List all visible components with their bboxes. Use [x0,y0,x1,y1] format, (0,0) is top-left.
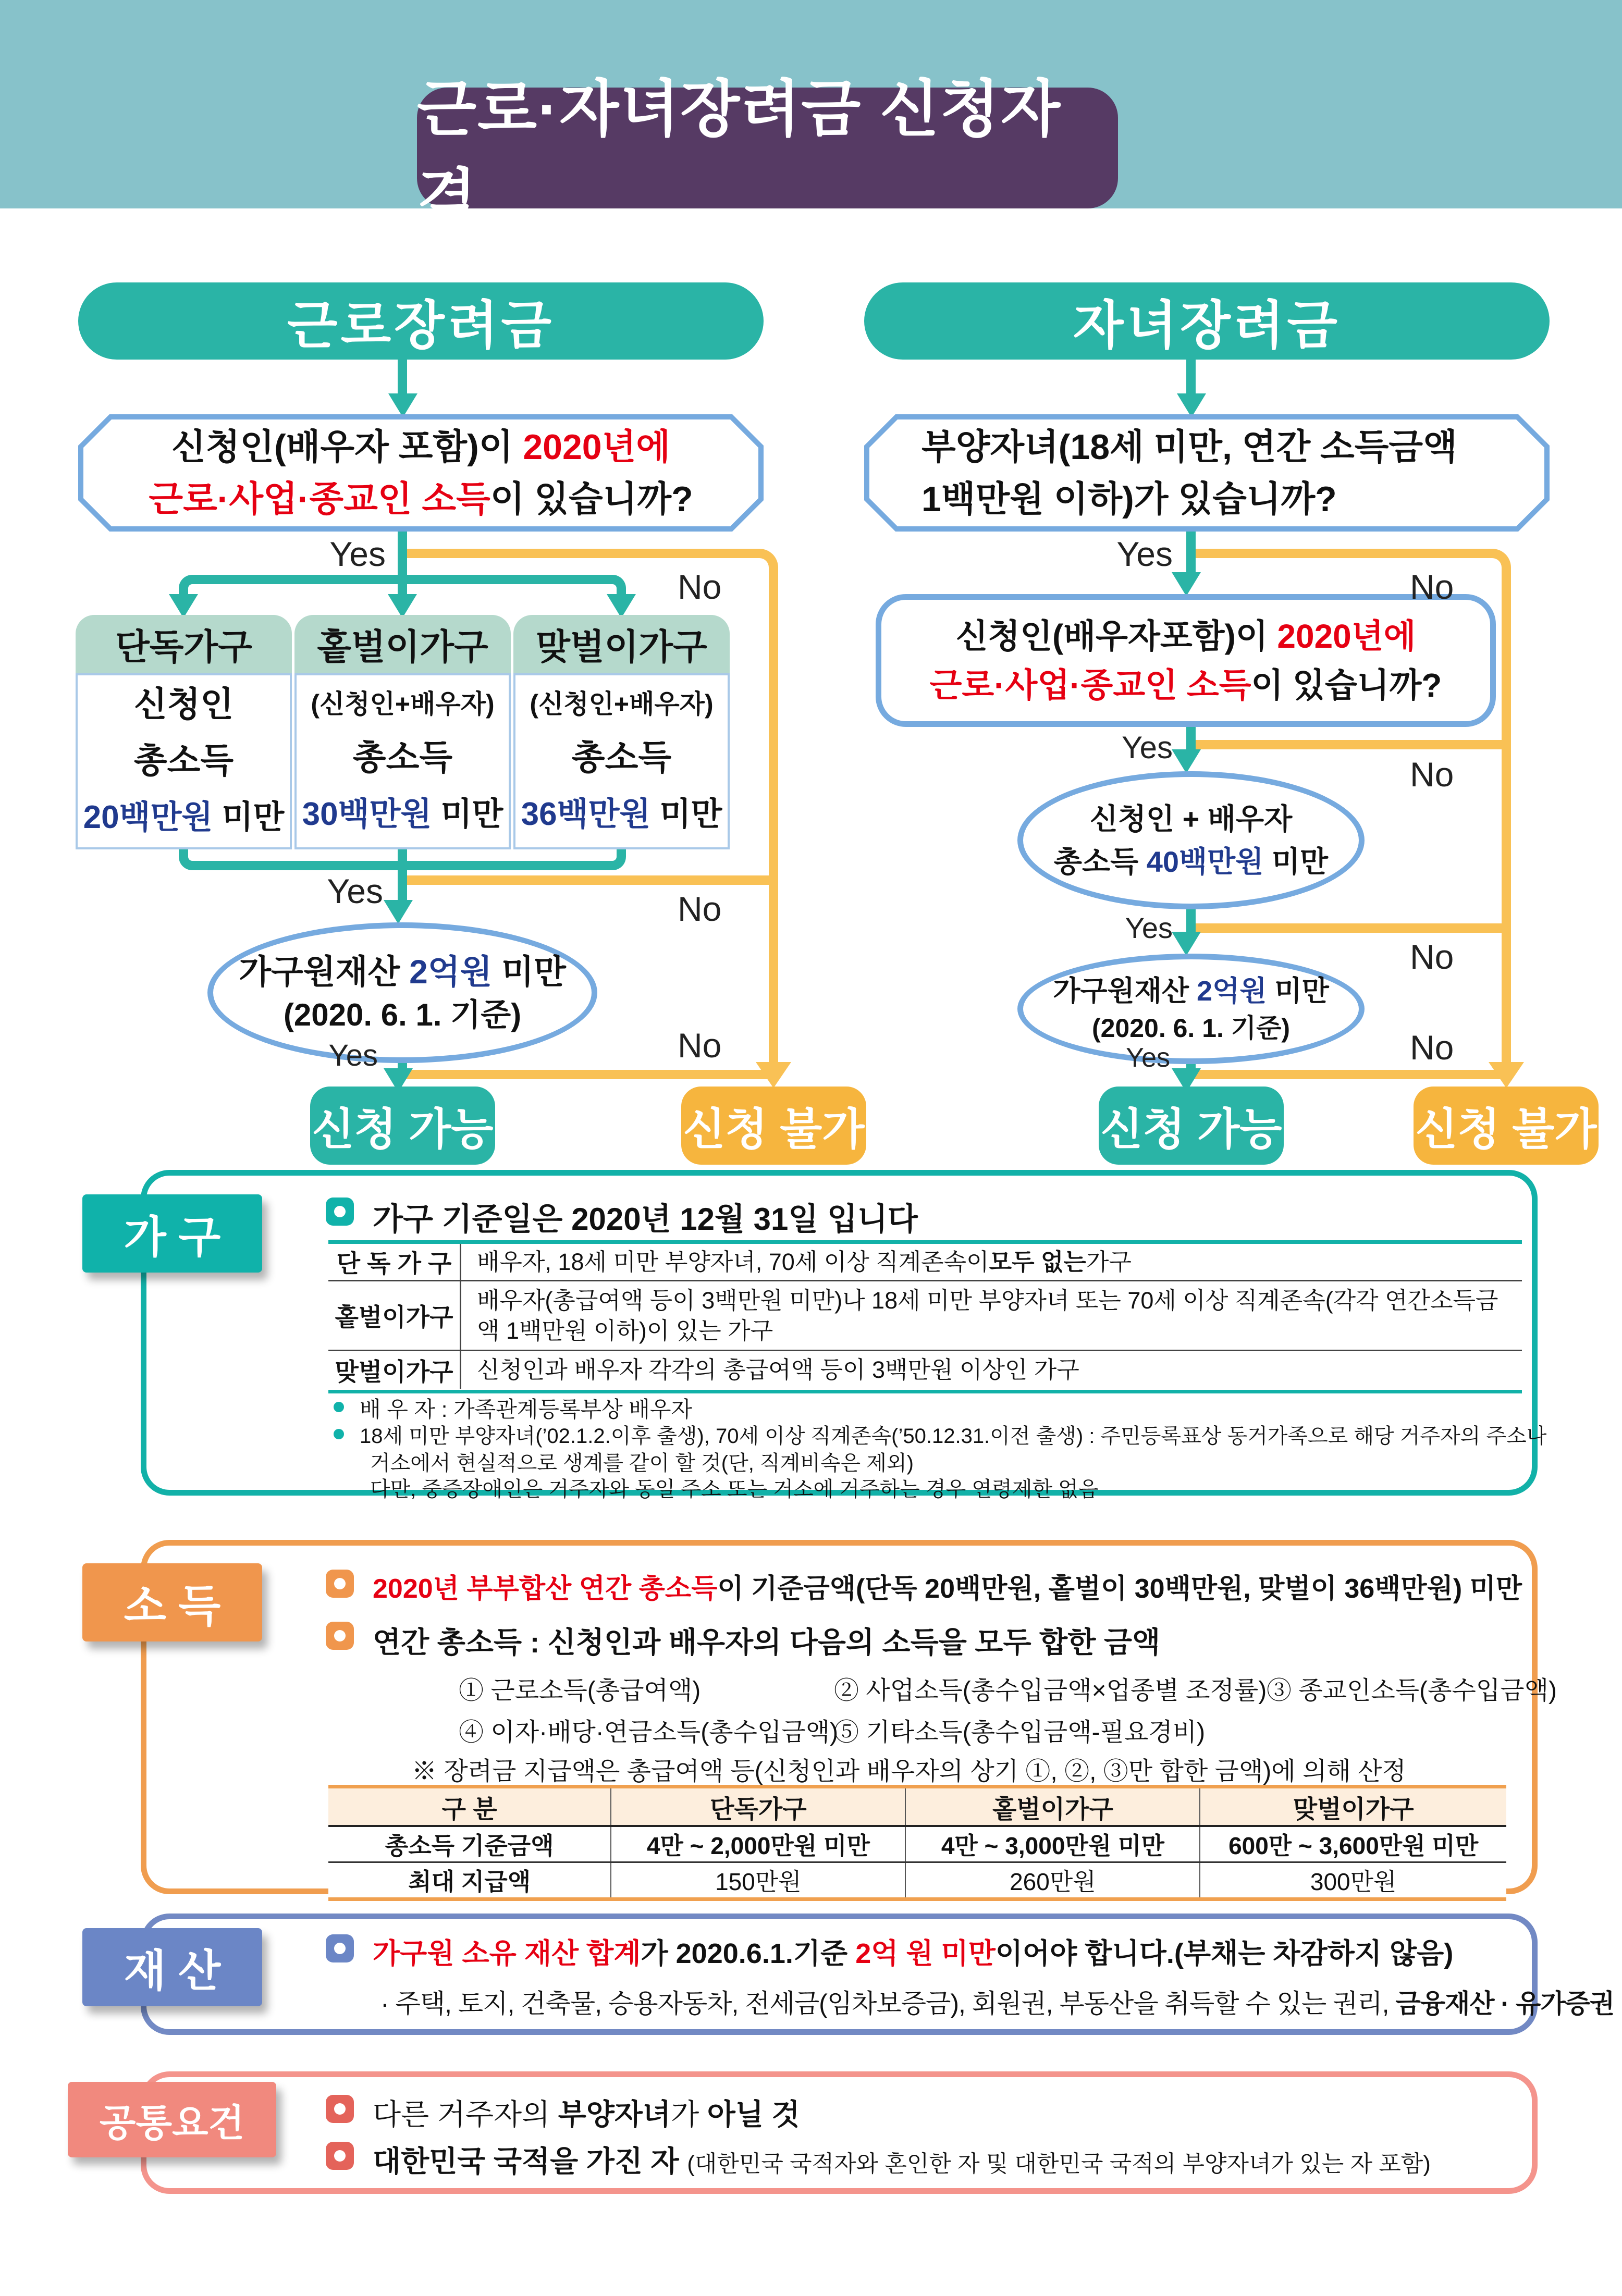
work-result-no: 신청 불가 [683,1104,865,1154]
no-label: No [678,1026,722,1065]
q-text: 총소득 [1053,845,1147,878]
work-result-ok-box [310,1087,495,1165]
bullet-icon [326,2142,354,2170]
q-text: 신청인(배우자포함)이 [955,617,1277,655]
child-incentive-pill [864,282,1550,360]
common-rule-2-bold: 대한민국 [373,2145,486,2178]
income-ribbon [82,1563,262,1641]
child-q-dependents-text [864,414,1550,532]
household-box-dualearner [513,615,730,849]
work-q-income-text [78,414,764,532]
income-rule-2: 연간 총소득 : 신청인과 배우자의 다음의 소득을 모두 합한 금액 [373,1626,1161,1659]
box-line: 신청인 [133,685,234,723]
table-row [328,1281,1522,1351]
income-rule-1-rest: 이 기준금액(단독 20백만원, 홑벌이 30백만원, 맞벌이 36백만원) 미만 [717,1574,1522,1604]
work-q-property-line2: (2020. 6. 1. 기준) [283,997,522,1032]
row-label: 최대 지급액 [328,1862,611,1899]
no-line [1191,923,1511,933]
col-header: 홑벌이가구 [905,1787,1200,1826]
row-label: 홑벌이가구 [328,1281,461,1350]
table-header-row [328,1787,1506,1826]
property-rule-red2: 2억 원 미만 [855,1938,996,1969]
box-line: (신청인+배우자) [530,689,714,719]
amount-text: 2억원 [1197,976,1267,1007]
work-q-property-line1 [239,949,566,994]
common-ribbon-label: 공통요건 [99,2102,245,2144]
cell: 4만 ~ 3,000만원 미만 [905,1826,1200,1862]
child-q-totalincome-ellipse [1017,771,1365,909]
work-result-no-box [681,1087,866,1165]
income-table [328,1785,1506,1901]
q-text: 이 있습니까? [1251,666,1442,704]
common-rule-2 [373,2139,1431,2180]
cell: 4만 ~ 2,000만원 미만 [611,1826,905,1862]
household-intro: 가구 기준일은 2020년 12월 31일 입니다 [373,1202,918,1237]
table-row [328,1351,1522,1389]
income-item-2: ② 사업소득(총수입금액×업종별 조정률) [834,1677,1267,1705]
box-line: 총소득 [133,741,234,780]
cell: 150만원 [611,1862,905,1899]
note-bullet-icon [334,1429,344,1439]
amount-text: 20백만원 [83,799,213,835]
child-incentive-title: 자녀장려금 [1073,297,1341,355]
box-line: (신청인+배우자) [311,689,495,719]
row-value [477,1244,1519,1280]
child-q-totalincome-line1: 신청인 + 배우자 [1089,802,1293,835]
property-rule [373,1931,1453,1971]
property-ribbon [82,1928,262,2006]
bullet-icon [326,1198,354,1226]
q-text-red: 2020년에 [1277,617,1416,655]
flow-line [398,849,407,870]
household-box-single-body [76,673,292,849]
page-title: 근로·자녀장려금 신청자격 [417,75,1061,232]
q-text: 부양자녀(18세 미만, 연간 소득금액 [921,427,1457,467]
row-value: 신청인과 배우자 각각의 총급여액 등이 3백만원 이상인 가구 [477,1356,1079,1383]
no-line [402,1070,778,1079]
child-q-income-line2 [930,661,1442,710]
child-result-no: 신청 불가 [1415,1104,1597,1154]
amount-text: 30백만원 [302,796,432,832]
q-text-red: 2020년에 [523,427,670,467]
common-rule-2-small: (대한민국 국적자와 혼인한 자 및 대한민국 국적의 부양자녀가 있는 자 포함) [687,2151,1431,2177]
child-q-property-line2: (2020. 6. 1. 기준) [1091,1014,1291,1043]
no-label: No [678,567,722,606]
cond-text: 미만 [650,796,722,832]
household-ribbon [82,1194,262,1273]
no-line [1191,1070,1511,1079]
q-text-red: 근로·사업·종교인 소득 [149,479,490,519]
arrow-down-icon [1172,749,1201,773]
arrow-down-icon [1172,932,1201,956]
cell-text: 배우자, 18세 미만 부양자녀, 70세 이상 직계존속이 [477,1248,989,1275]
common-rule-1-mid: 가 [671,2098,707,2131]
child-q-property-ellipse [1017,954,1365,1064]
flow-line [1186,532,1196,574]
row-value: 배우자(총급여액 등이 3백만원 미만)나 18세 미만 부양자녀 또는 70세 이상 직계존속(각각 연간소득금액 1백만원 이하)이 있는 가구 [477,1287,1498,1344]
household-box-dualearner-header: 맞벌이가구 [513,615,730,673]
no-line [1191,740,1511,749]
work-q-income-line2 [149,473,693,525]
common-rule-1-bold2: 아닐 것 [707,2098,800,2131]
common-ribbon [68,2082,276,2157]
amount-text: 36백만원 [521,796,651,832]
household-box-single [76,615,292,849]
flow-line [1186,360,1196,396]
cell-text-bold: 모두 없는 [989,1248,1086,1275]
no-label: No [1410,937,1454,976]
cell-text: 가구 [1086,1248,1132,1275]
flow-line [398,532,407,576]
child-q-dependents-box [864,414,1550,532]
common-rule-1-bold1: 부양자녀 [558,2098,671,2131]
work-result-ok: 신청 가능 [312,1104,494,1154]
col-header: 맞벌이가구 [1200,1787,1506,1826]
income-rule-1-red: 2020년 부부합산 연간 총소득 [373,1574,718,1604]
household-ribbon-label: 가 구 [124,1212,221,1262]
household-box-single-header: 단독가구 [76,615,292,673]
table-row [328,1826,1506,1862]
yes-label: Yes [1122,730,1173,765]
yes-label: Yes [328,1039,378,1072]
q-text: 미만 [1267,976,1329,1007]
work-q-income-line1 [171,421,670,473]
note-spouse: 배 우 자 : 가족관계등록부상 배우자 [360,1397,693,1422]
household-box-singleearner-body [294,673,511,849]
cell: 300만원 [1200,1862,1506,1899]
property-ribbon-label: 재 산 [124,1946,221,1995]
q-text-red: 근로·사업·종교인 소득 [929,666,1251,704]
flow-line [398,360,407,396]
amount-text: 40백만원 [1146,845,1264,878]
household-table [328,1240,1522,1393]
row-label: 총소득 기준금액 [328,1826,611,1862]
no-label: No [1410,755,1454,794]
common-rule-1-pre: 다른 거주자의 [373,2098,558,2131]
child-q-property-line1 [1053,972,1329,1010]
q-text: 가구원재산 [239,953,410,991]
child-result-no-box [1414,1087,1599,1165]
income-rule-1 [373,1566,1522,1606]
table-row [328,1862,1506,1899]
household-box-dualearner-body [513,673,730,849]
row-label: 단 독 가 구 [328,1244,461,1280]
yes-label: Yes [1126,1043,1170,1073]
child-q-income-box [876,594,1496,727]
property-rule-red1: 가구원 소유 재산 합계 [373,1938,641,1969]
arrow-down-orange-icon [1489,1062,1524,1088]
note-dependents-3: 다만, 중증장애인은 거주자와 동일 주소 또는 거소에 거주하는 경우 연령제한 없음 [370,1478,1099,1501]
row-label: 맞벌이가구 [328,1351,461,1389]
q-text: 미만 [492,953,566,991]
work-q-income-box [78,414,764,532]
arrow-down-icon [384,900,413,924]
no-label: No [1410,1028,1454,1067]
col-header: 단독가구 [611,1787,905,1826]
amount-text: 2억원 [409,953,493,991]
income-item-3: ③ 종교인소득(총수입금액) [1267,1677,1557,1705]
yes-label: Yes [1125,911,1173,944]
box-line: 총소득 [571,738,672,776]
work-incentive-pill [78,282,764,360]
household-box-singleearner-header: 홑벌이가구 [294,615,511,673]
q-text: 미만 [1263,845,1329,878]
yes-label: Yes [329,535,386,573]
property-examples-text: · 주택, 토지, 건축물, 승용자동차, 전세금(임차보증금), 회원권, 부동산을 취득할 수 있는 권리, [380,1989,1396,2018]
arrow-down-icon [1172,572,1201,596]
property-rule-rest: 이어야 합니다.(부채는 차감하지 않음) [995,1938,1454,1969]
property-examples [380,1983,1614,2020]
income-item-4: ④ 이자·배당·연금소득(총수입금액) [459,1719,839,1746]
page-title-box [417,75,1118,232]
bullet-icon [326,1622,354,1650]
common-rule-2-mid: 국적을 가진 자 [485,2145,687,2178]
cell: 260만원 [905,1862,1200,1899]
note-bullet-icon [334,1402,344,1412]
income-item-1: ① 근로소득(총급여액) [459,1677,701,1705]
child-result-ok-box [1099,1087,1284,1165]
note-dependents-1: 18세 미만 부양자녀(’02.1.2.이후 출생), 70세 이상 직계존속(’50.12.31.이전 출생) : 주민등록표상 동거가족으로 해당 거주자의 주소나 [360,1425,1547,1448]
common-rule-1 [373,2092,800,2133]
q-text: 가구원재산 [1053,976,1197,1007]
no-line [402,875,778,885]
work-q-property-ellipse [207,922,597,1063]
box-line: 총소득 [352,738,453,776]
cell: 600만 ~ 3,600만원 미만 [1200,1826,1506,1862]
col-header: 구 분 [328,1787,611,1826]
no-label: No [1410,567,1454,606]
bullet-icon [326,1934,354,1962]
income-ribbon-label: 소 득 [124,1581,221,1631]
child-q-income-line1 [956,612,1416,661]
work-incentive-title: 근로장려금 [287,297,555,355]
box-line [83,788,285,847]
flow-line [398,870,407,903]
bullet-icon [326,1570,354,1598]
no-label: No [678,890,722,928]
yes-label: Yes [327,872,383,910]
q-text: 1백만원 이하)가 있습니까? [921,479,1337,519]
child-result-ok: 신청 가능 [1100,1104,1282,1154]
bullet-icon [326,2095,354,2123]
note-dependents-2: 거소에서 현실적으로 생계를 같이 할 것(단, 직계비속은 제외) [370,1452,914,1475]
property-rule-mid: 가 2020.6.1.기준 [641,1938,856,1969]
yes-label: Yes [1116,535,1173,573]
arrow-down-orange-icon [756,1062,791,1088]
q-text: 신청인(배우자 포함)이 [171,427,523,467]
table-row [328,1244,1522,1281]
household-box-singleearner [294,615,511,849]
box-line [302,785,503,844]
box-line [521,785,722,844]
cond-text: 미만 [432,796,503,832]
income-item-5: ⑤ 기타소득(총수입금액-필요경비) [834,1719,1206,1746]
income-note: ※ 장려금 지급액은 총급여액 등(신청인과 배우자의 상기 ①, ②, ③만 합한 금액)에 의해 산정 [412,1758,1406,1785]
cond-text: 미만 [213,799,285,835]
q-text: 이 있습니까? [490,479,693,519]
property-examples-bold: 금융재산 · 유가증권 [1395,1989,1615,2018]
child-q-totalincome-line2 [1054,841,1328,883]
